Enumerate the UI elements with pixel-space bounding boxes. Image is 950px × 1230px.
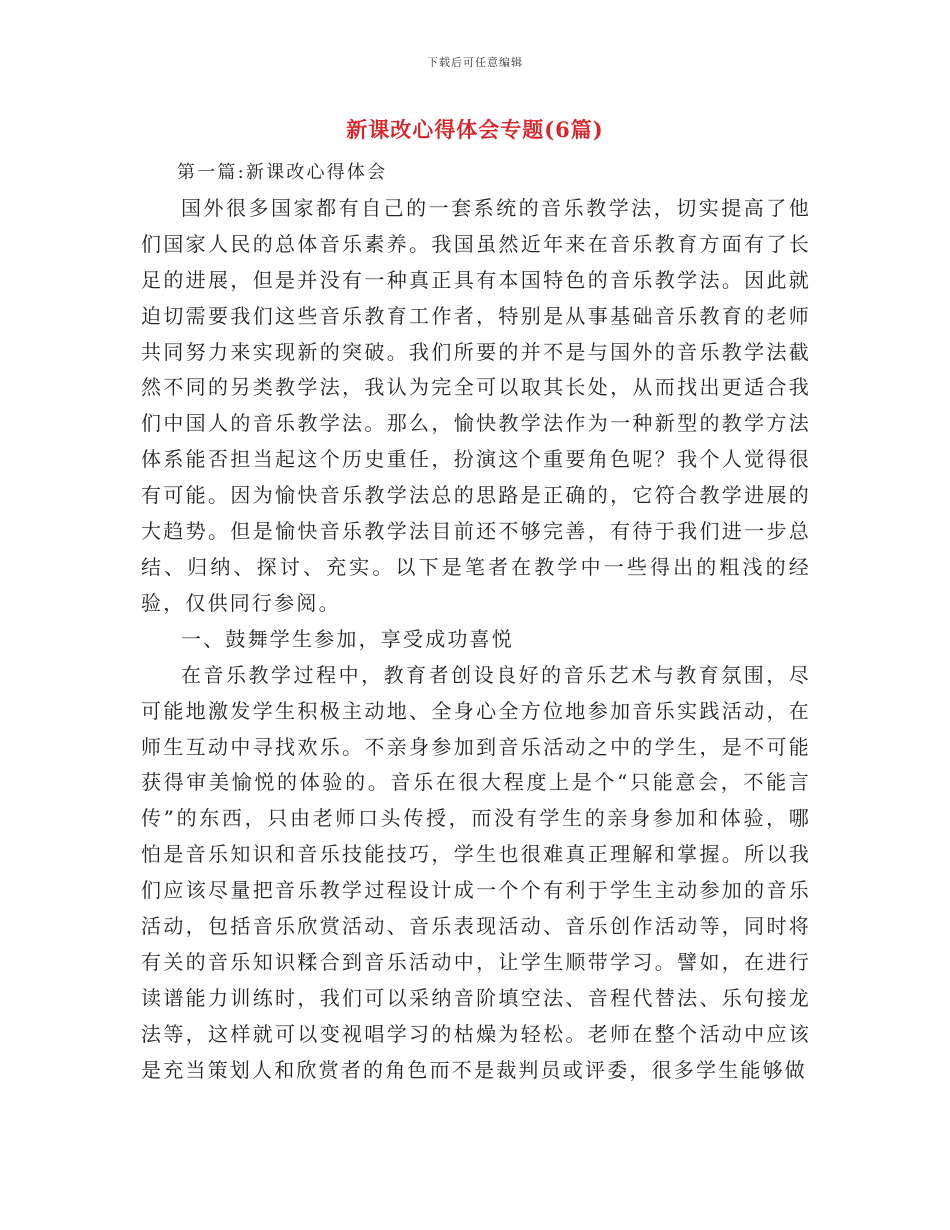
paragraph-section-one: 在音乐教学过程中，教育者创设良好的音乐艺术与教育氛围，尽可能地激发学生积极主动地、全身心全方位地参加音乐实践活动，在师生互动中寻找欢乐。不亲身参加到音乐活动之中的学生，是不可能获得审美愉悦的体验的。音乐在很大程度上是个“只能意会，不能言传”的东西，只由老师口头传授，而没有学生的亲身参加和体验，哪怕是音乐知识和音乐技能技巧，学生也很难真正理解和掌握。所以我们应该尽量把音乐教学过程设计成一个个有利于学生主动参加的音乐活动，包括音乐欣赏活动、音乐表现活动、音乐创作活动等，同时将有关的音乐知识糅合到音乐活动中，让学生顺带学习。譬如，在进行读谱能力训练时，我们可以采纳音阶填空法、音程代替法、乐句接龙法等，这样就可以变视唱学习的枯燥为轻松。老师在整个活动中应该是充当策划人和欣赏者的角色而不是裁判员或评委，很多学生能够做 bbox=[141, 662, 811, 1082]
chapter-heading: 第一篇:新课改心得体会 bbox=[177, 162, 388, 183]
paragraph-intro: 国外很多国家都有自己的一套系统的音乐教学法，切实提高了他们国家人民的总体音乐素养。我国虽然近年来在音乐教育方面有了长足的进展，但是并没有一种真正具有本国特色的音乐教学法。因此就迫切需要我们这些音乐教育工作者，特别是从事基础音乐教育的老师共同努力来实现新的突破。我们所要的并不是与国外的音乐教学法截然不同的另类教学法，我认为完全可以取其长处，从而找出更适合我们中国人的音乐教学法。那么，愉快教学法作为一种新型的教学方法体系能否担当起这个历史重任，扮演这个重要角色呢？我个人觉得很有可能。因为愉快音乐教学法总的思路是正确的，它符合教学进展的大趋势。但是愉快音乐教学法目前还不够完善，有待于我们进一步总结、归纳、探讨、充实。以下是笔者在教学中一些得出的粗浅的经验，仅供同行参阅。 bbox=[141, 195, 811, 615]
document-body bbox=[141, 155, 811, 1089]
header-note: 下载后可任意编辑 bbox=[427, 56, 523, 69]
section-heading: 一、鼓舞学生参加，享受成功喜悦 bbox=[181, 626, 514, 651]
document-title: 新课改心得体会专题(6篇) bbox=[346, 117, 604, 142]
